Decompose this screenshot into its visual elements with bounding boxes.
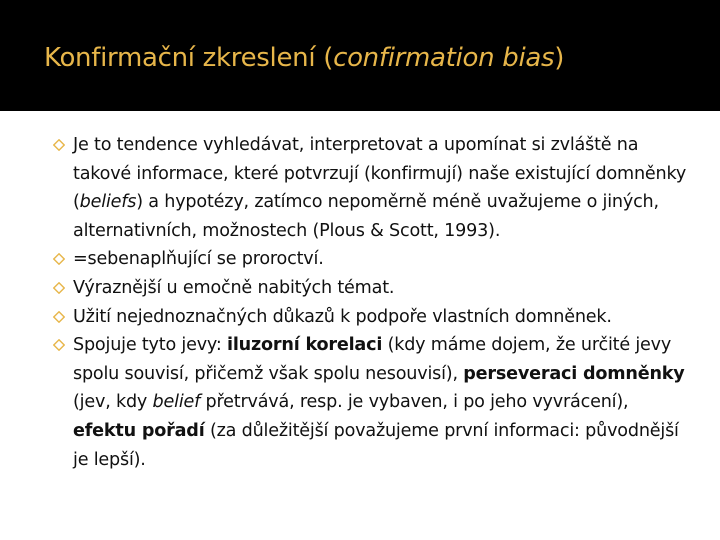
title-italic: confirmation bias: [333, 43, 555, 73]
bullet-item-1: [48, 131, 688, 245]
bullet-5-text-b: (kdy máme dojem, že určité jevy spolu souvisí, přičemž však spolu nesouvisí),: [73, 335, 672, 384]
bullet-item-4: [48, 303, 688, 332]
bullet-item-2: [48, 245, 688, 274]
title-end: ): [554, 43, 565, 73]
bullet-5-text-c: (jev, kdy: [73, 392, 153, 413]
bullet-5-italic: belief: [152, 392, 201, 413]
bullet-5-bold-c: efektu pořadí: [73, 420, 205, 441]
bullet-3-text: Výraznější u emočně nabitých témat.: [73, 277, 395, 298]
bullet-item-3: [48, 274, 688, 303]
bullet-1-text-b: ) a hypotézy, zatímco nepoměrně méně uvažujeme o jiných, alternativních, možnostech (Plous & Scott, 1993).: [73, 192, 659, 241]
diamond-outline-icon: [53, 282, 65, 294]
diamond-outline-icon: [53, 339, 65, 351]
diamond-outline-icon: [53, 139, 65, 151]
title-main: Konfirmační zkreslení (: [44, 43, 334, 73]
slide-title: [44, 43, 564, 73]
bullet-1-italic: beliefs: [79, 192, 137, 213]
bullet-item-5: [48, 331, 688, 474]
bullet-4-text: Užití nejednoznačných důkazů k podpoře vlastních domněnek.: [73, 306, 612, 327]
bullet-5-text-d: přetrvává, resp. je vybaven, i po jeho vyvrácení),: [200, 392, 629, 413]
bullet-1-text-a: Je to tendence vyhledávat, interpretovat a upomínat si zvláště na takové informace, které potvrzují (konfirmují) naše existující domněnky (: [73, 135, 687, 213]
title-bar: [0, 0, 720, 111]
bullet-5-text-a: Spojuje tyto jevy:: [73, 335, 227, 356]
bullet-5-text-e: (za důležitější považujeme první informaci: původnější je lepší).: [73, 420, 679, 470]
bullet-5-bold-b: perseveraci domněnky: [463, 363, 685, 384]
diamond-outline-icon: [53, 253, 65, 265]
bullet-2-text: =sebenaplňující se proroctví.: [73, 249, 324, 270]
diamond-outline-icon: [53, 311, 65, 323]
bullet-list: [48, 131, 688, 474]
bullet-5-bold-a: iluzorní korelaci: [227, 335, 383, 356]
